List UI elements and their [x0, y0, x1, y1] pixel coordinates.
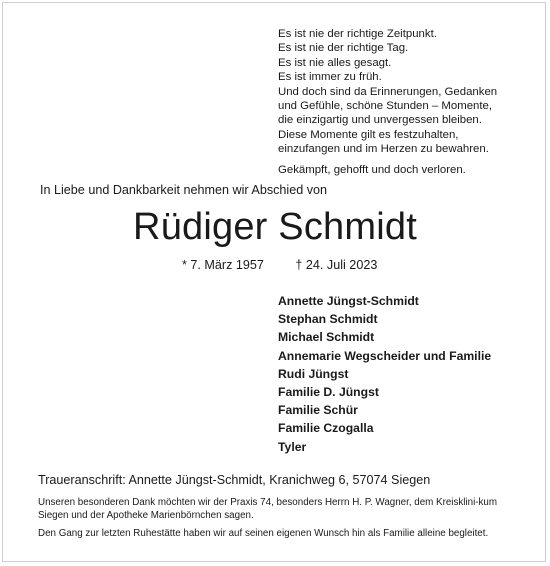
poem [278, 27, 497, 177]
mourner: Rudi Jüngst [278, 366, 349, 381]
mourner: Familie D. Jüngst [278, 385, 379, 400]
farewell-intro: In Liebe und Dankbarkeit nehmen wir Abschied von [40, 183, 328, 197]
poem-line: Es ist nie der richtige Zeitpunkt. [278, 28, 437, 40]
poem-line: Es ist nie der richtige Tag. [278, 42, 409, 55]
mourner: Annette Jüngst-Schmidt [278, 294, 419, 308]
poem-line: Es ist immer zu früh. [278, 71, 382, 84]
death-date: † 24. Juli 2023 [295, 258, 378, 272]
mourner: Annemarie Wegscheider und Familie [278, 348, 492, 363]
poem-line: die einzigartig und unvergessen bleiben. [278, 114, 482, 127]
poem-line: einzufangen und im Herzen zu bewahren. [278, 143, 489, 156]
poem-line: und Gefühle, schöne Stunden – Momente, [278, 100, 493, 113]
mourning-address: Traueranschrift: Annette Jüngst-Schmidt, Kranichweg 6, 57074 Siegen [38, 473, 431, 487]
mourner: Familie Czogalla [278, 421, 374, 436]
poem-closing: Gekämpft, gehofft und doch verloren. [278, 163, 466, 176]
mourners-list [278, 292, 491, 456]
mourner: Stephan Schmidt [278, 312, 378, 327]
mourner: Familie Schür [278, 403, 358, 418]
funeral-note: Den Gang zur letzten Ruhestätte haben wir auf seinen eigenen Wunsch hin als Familie alleine begleitet. [38, 528, 489, 539]
poem-line: Es ist nie alles gesagt. [278, 56, 392, 69]
life-dates [182, 258, 377, 272]
poem-line: Diese Momente gilt es festzuhalten, [278, 128, 459, 141]
mourner: Tyler [278, 439, 307, 454]
birth-date: * 7. März 1957 [182, 258, 264, 272]
thanks-note: Unseren besonderen Dank möchten wir der Praxis 74, besonders Herrn H. P. Wagner, dem Kreisklini-kum Siegen und der Apotheke Marienbörnchen sagen. [38, 497, 498, 522]
mourner: Michael Schmidt [278, 330, 375, 345]
poem-line: Und doch sind da Erinnerungen, Gedanken [278, 85, 498, 98]
deceased-name: Rüdiger Schmidt [133, 206, 417, 248]
